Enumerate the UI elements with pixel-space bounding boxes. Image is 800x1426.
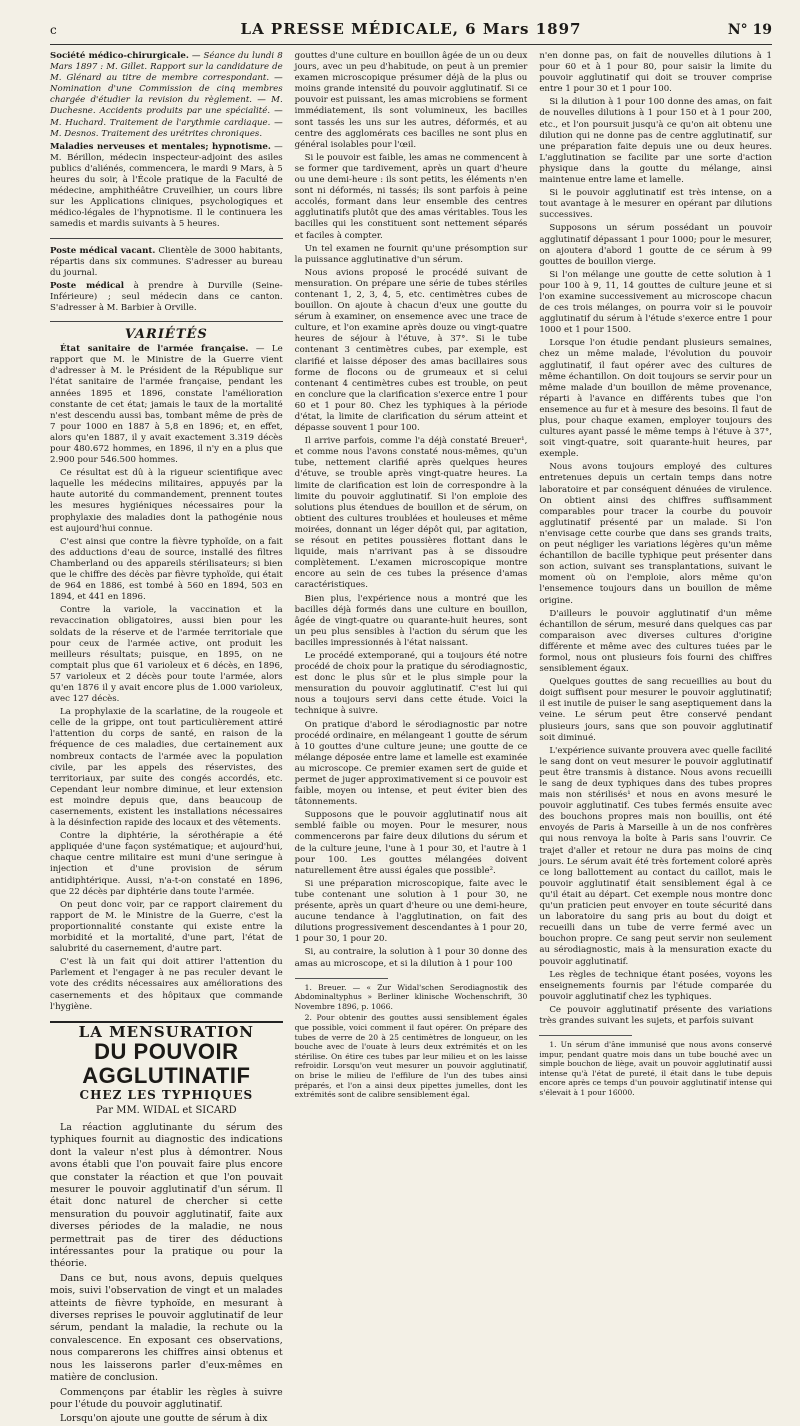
article-body [50, 1122, 283, 1426]
paragraph: La prophylaxie de la scarlatine, de la rougeole et celle de la grippe, ont tout particulièrement attiré l'attention du corps de santé, en raison de la fréquence de ces maladies, due certainement aux nombreux contacts de l'armée avec la population civile, par les appels des réservistes, des territoriaux, par suite des congés accordés, etc. Cependant leur nombre diminue, et leur extension est moindre depuis que, dans beaucoup de casernements, existent les installations nécessaires à la désinfection rapide des locaux et des vêtements. [50, 707, 283, 829]
paragraph: Bien plus, l'expérience nous a montré que les bacilles déjà formés dans une culture en bouillon, âgée de vingt-quatre ou quarante-huit heures, sont un peu plus sensibles à l'action du sérum que les bacilles impressionnés à l'état naissant. [294, 593, 528, 648]
paragraph: n'en donne pas, on fait de nouvelles dilutions à 1 pour 60 et à 1 pour 80, pour saisir la limite du pouvoir agglutinatif qui doit se trouver comprise entre 1 pour 30 et 1 pour 100. [539, 51, 773, 95]
paragraph: Si l'on mélange une goutte de cette solution à 1 pour 100 à 9, 11, 14 gouttes de culture jeune et si l'on examine successivement au microscope chacun de ces trois mélanges, on pourra voir si le pouvoir agglutinatif du sérum à l'étude s'exerce entre 1 pour 1000 et 1 pour 1500. [539, 269, 773, 336]
paragraph: C'est ainsi que contre la fièvre typhoïde, on a fait des adductions d'eau de source, installé des filtres Chamberland ou des appareils stérilisateurs; si bien que le chiffre des décès par fièvre typhoïde, qui était de 964 en 1886, est tombé à 560 en 1894, 503 en 1894, et 441 en 1896. [50, 536, 283, 603]
issue-number: N° 19 [727, 22, 772, 38]
paragraph: D'ailleurs le pouvoir agglutinatif d'un même échantillon de sérum, mesuré dans quelques cas par comparaison avec diverses cultures d'origine différente et même avec des cultures tuées par le formol, nous ont plusieurs fois fourni des chiffres sensiblement égaux. [539, 608, 773, 675]
footnote-rule [539, 1035, 632, 1036]
paragraph: Dans ce but, nous avons, depuis quelques mois, suivi l'observation de vingt et un malades atteints de fièvre typhoïde, en mesurant à diverses reprises le pouvoir agglutinatif de leur sérum, pendant la maladie, la rechute ou la convalescence. En exposant ces observations, nous comparerons les chiffres ainsi obtenus et nous les laisserons parler d'eux-mêmes en matière de conclusion. [50, 1272, 283, 1384]
paragraph: Si le pouvoir est faible, les amas ne commencent à se former que tardivement, après un quart d'heure ou une demi-heure : ils sont petits, les éléments n'en sont ni déformés, ni tassés; ils sont parfois à peine accolés, formant dans leur ensemble des centres agglutinatifs plutôt que des amas véritables. Tous les bacilles qui les constituent sont nettement séparés et faciles à compter. [294, 152, 528, 241]
paragraph: Le procédé extemporané, qui a toujours été notre procédé de choix pour la pratique du sérodiagnostic, est donc le plus sûr et le plus simple pour la mensuration du pouvoir agglutinatif. C'est lui qui nous a toujours servi dans cette étude. Voici la technique à suivre. [294, 650, 528, 717]
paragraph: Supposons un sérum possédant un pouvoir agglutinatif dépassant 1 pour 1000; pour le mesurer, on ajoutera d'abord 1 goutte de ce sérum à 99 gouttes de bouillon vierge. [539, 223, 773, 267]
paragraph: Nous avions proposé le procédé suivant de mensuration. On prépare une série de tubes stériles contenant 1, 2, 3, 4, 5, etc. centimètres cubes de bouillon. On ajoute à chacun d'eux une goutte du sérum à examiner, on ensemence avec une trace de culture, et l'on examine après douze ou vingt-quatre heures de séjour à l'étuve, à 37°. Si le tube contenant 3 centimètres cubes, par exemple, est clarifié et laisse déposer des amas bacillaires sous forme de flocons ou de grumeaux et si celui contenant 4 centimètres cubes est trouble, on peut en conclure que la clarification s'exerce entre 1 pour 60 et 1 pour 80. Chez les typhiques à la période d'état, la limite de clarification du sérum atteint et dépasse souvent 1 pour 100. [294, 267, 528, 434]
footnote: 1. Un sérum d'âne immunisé que nous avons conservé impur, pendant quatre mois dans un tube bouché avec un simple bouchon de liège, avait un pouvoir agglutinatif aussi intense qu'à l'état de pureté, il était dans le tube depuis encore après ce temps d'un pouvoir agglutinatif intense qui s'élevait à 1 pour 16000. [539, 1040, 773, 1098]
paragraph: Un tel examen ne fournit qu'une présomption sur la puissance agglutinative d'un sérum. [294, 243, 528, 265]
paragraph: Si la dilution à 1 pour 100 donne des amas, on fait de nouvelles dilutions à 1 pour 150 et à 1 pour 200, etc., et l'on poursuit jusqu'à ce qu'on ait obtenu une dilution qui ne donne pas de centre agglutinatif, sur une préparation faite depuis une ou deux heures. L'agglutination se facilite par une sorte d'action physique dans la goutte du mélange, ainsi maintenue entre lame et lamelle. [539, 97, 773, 186]
paragraph: Il arrive parfois, comme l'a déjà constaté Breuer¹, et comme nous l'avons constaté nous-mêmes, qu'un tube, nettement clarifié après quelques heures d'étuve, se trouble après vingt-quatre heures. La limite de clarification est loin de correspondre à la limite du pouvoir agglutinatif. Si l'on emploie des solutions plus étendues de bouillon et de sérum, on obtient des cultures troublées et houleuses et même moirées, donnant un léger dépôt qui, par agitation, se résout en petites poussières flottant dans le liquide, mais n'arrivant pas à se dissoudre complètement. L'examen microscopique montre encore au sein de ces tubes la présence d'amas caractéristiques. [294, 436, 528, 591]
news-item [50, 142, 283, 231]
column-2 [295, 51, 528, 1111]
footnote: 2. Pour obtenir des gouttes aussi sensiblement égales que possible, voici comment il faut opérer. On prépare des tubes de verre de 20 à 25 centimètres de longueur, on les bouche avec de l'ouate à leurs deux extrémités et on les stérilise. On étire ces tubes par leur milieu et on les laisse refroidir. Lorsqu'on veut mesurer un pouvoir agglutinatif, on brise le milieu de l'effilure de l'un des tubes ainsi préparés, et l'on a ainsi deux pipettes jumelles, dont les extrémités sont de calibre sensiblement égal. [294, 1013, 528, 1100]
paragraph: Commençons par établir les règles à suivre pour l'étude du pouvoir agglutinatif. [50, 1386, 283, 1410]
paragraph: Nous avons toujours employé des cultures entretenues depuis un certain temps dans notre laboratoire et par conséquent dénuées de virulence. On obtient ainsi des chiffres suffisamment comparables pour tracer la courbe du pouvoir agglutinatif présenté par un malade. Si l'on n'envisage cette courbe que dans ses grands traits, on peut négliger les variations légères qu'un même échantillon de bacille typhique peut présenter dans son action, suivant ses transplantations, suivant le moment où on l'emploie, alors même qu'on l'ensemence toujours dans un bouillon de même origine. [539, 462, 773, 606]
article-title-line3: CHEZ LES TYPHIQUES [79, 1087, 254, 1102]
news-text: — M. Bérillon, médecin inspecteur-adjoint des asiles publics d'aliénés, commencera, le mardi 9 Mars, à 5 heures du soir, à l'École pratique de la Faculté de médecine, amphithéâtre Cruveilhier, un cours libre sur les Applications cliniques, psychologiques et médico-légales de l'hypnotisme. Il le continuera les samedis et mardis suivants à 5 heures. [50, 141, 283, 230]
paragraph: Si une préparation microscopique, faite avec le tube contenant une solution à 1 pour 30, ne présente, après un quart d'heure ou une demi-heure, aucune tendance à l'agglutination, on fait des dilutions progressivement descendantes à 1 pour 20, 1 pour 30, 1 pour 20. [294, 878, 528, 945]
column-3 [539, 51, 772, 1111]
paragraph: Si le pouvoir agglutinatif est très intense, on a tout avantage à le mesurer en opérant par dilutions successives. [539, 188, 773, 221]
paragraph: Ce pouvoir agglutinatif présente des variations très grandes suivant les sujets, et parfois suivant [539, 1004, 773, 1026]
paragraph: Contre la variole, la vaccination et la revaccination obligatoires, aussi bien pour les soldats de la réserve et de l'armée territoriale que pour ceux de l'armée active, ont produit les meilleurs résultats; puisque, en 1895, on ne comptait plus que 61 varioleux et 6 décès, en 1896, 57 varioleux et 2 décès pour toute l'armée, alors qu'en 1876 il y avait encore plus de 1.000 varioleux, avec 127 décès. [50, 605, 283, 705]
text-columns [50, 51, 773, 1425]
paragraph: Supposons que le pouvoir agglutinatif nous ait semblé faible ou moyen. Pour le mesurer, nous commencerons par faire deux dilutions du sérum et de la culture jeune, l'une à 1 pour 30, et l'autre à 1 pour 100. Les gouttes mélangées doivent naturellement être aussi égales que possible². [294, 810, 528, 876]
footnote: 1. Breuer. — « Zur Widal'schen Serodiagnostik des Abdominaltyphus » Berliner klinische Wochenschrift, 30 Novembre 1896, p. 1066. [294, 982, 528, 1011]
paragraph: Lorsqu'on ajoute une goutte de sérum à dix [60, 1413, 268, 1425]
header-left-mark: c [50, 23, 57, 37]
paragraph: La réaction agglutinante du sérum des typhiques fournit au diagnostic des indications dont la valeur n'est plus à démontrer. Nous avons établi que l'on pouvait faire plus encore que constater la réaction et que l'on pouvait mesurer le pouvoir agglutinatif d'un sérum. Il était donc naturel de chercher si cette mensuration du pouvoir agglutinatif, faite aux diverses périodes de la maladie, ne nous permettrait pas de tirer des déductions intéressantes pour la pratique ou pour la théorie. [50, 1121, 283, 1270]
rubric-maladies: Maladies nerveuses et mentales; hypnotisme. [50, 141, 271, 152]
page-header [50, 20, 772, 45]
paragraph: On peut donc voir, par ce rapport clairement du rapport de M. le Ministre de la Guerre, c'est la proportionnalité constante qui existe entre la morbidité et la mortalité, d'une part, l'état de salubrité du casernement, d'autre part. [50, 899, 283, 955]
footnote-rule [295, 978, 388, 979]
paragraph: gouttes d'une culture en bouillon âgée de un ou deux jours, avec un peu d'habitude, on peut à un premier examen microscopique présumer déjà de la plus ou moins grande intensité du pouvoir agglutinatif. Si ce pouvoir est puissant, les amas microbiens se forment immédiatement, ils sont volumineux, les bacilles sont tassés les uns sur les autres, déformés, et au centre des agglomérats ces bacilles ne sont plus en général isolables pour l'œil. [294, 51, 528, 150]
paragraph [50, 344, 283, 466]
paragraph: Quelques gouttes de sang recueillies au bout du doigt suffisent pour mesurer le pouvoir agglutinatif; il est inutile de puiser le sang aseptiquement dans la veine. Le sérum peut être conservé pendant plusieurs jours, sans que son pouvoir agglutinatif soit diminué. [539, 677, 773, 743]
article-authors: Par MM. WIDAL et SICARD [96, 1104, 237, 1116]
paragraph: On pratique d'abord le sérodiagnostic par notre procédé ordinaire, en mélangeant 1 goutte de sérum à 10 gouttes d'une culture jeune; une goutte de ce mélange déposée entre lame et lamelle est examinée au microscope. Ce premier examen sert de guide et permet de juger approximativement si ce pouvoir est faible, moyen ou intense, et peut éviter bien des tâtonnements. [294, 719, 528, 808]
paragraph: Contre la diphtérie, la sérothérapie a été appliquée d'une façon systématique; et aujourd'hui, chaque centre militaire est muni d'une seringue à injection et d'une provision de sérum antidiphtérique. Aussi, n'a-t-on constaté en 1896, que 22 décès par diphtérie dans toute l'armée. [50, 831, 283, 897]
paragraph: Les règles de technique étant posées, voyons les enseignements fournis par l'étude comparée du pouvoir agglutinatif chez les typhiques. [539, 969, 773, 1002]
rubric-etat-sanitaire: État sanitaire de l'armée française. [60, 344, 249, 355]
rubric-societe: Société médico-chirurgicale. [50, 51, 189, 61]
paragraph: Si, au contraire, la solution à 1 pour 30 donne des amas au microscope, et si la dilution à 1 pour 100 [294, 947, 528, 969]
rubric-poste: Poste médical [50, 280, 125, 291]
news-text: — Séance du lundi 8 Mars 1897 : M. Gillet. Rapport sur la candidature de M. Glénard au titre de membre correspondant. — Nomination d'une Commission de cinq membres chargée d'étudier la revision du règlement. — M. Duchesne. Accidents produits par une spécialité. — M. Huchard. Traitement de l'arythmie cardiaque. — M. Desnos. Traitement des urétrites chroniques. [50, 51, 283, 139]
column-1 [50, 51, 283, 1425]
news-item [50, 281, 283, 314]
paragraph: Ce résultat est dû à la rigueur scientifique avec laquelle les médecins militaires, appuyés par la haute autorité du commandement, prennent toutes les mesures hygiéniques nécessaires pour la prophylaxie des maladies dont la pathogénie nous est aujourd'hui connue. [50, 468, 283, 534]
news-text: à prendre à Durville (Seine-Inférieure) ; seul médecin dans ce canton. S'adresser à M. Barbier à Orville. [50, 280, 283, 313]
paragraph: Lorsque l'on étudie pendant plusieurs semaines, chez un même malade, l'évolution du pouvoir agglutinatif, il faut opérer avec des cultures de même échantillon. On doit toujours se servir pour un même malade d'un bouillon de même provenance, réparti à l'avance en différents tubes que l'on ensemence au fur et à mesure des besoins. Il faut de plus, pour chaque examen, employer toujours des cultures ayant passé le même temps à l'étuve à 37°, soit vingt-quatre, soit quarante-huit heures, par exemple. [539, 338, 773, 460]
article-title-line1: LA MENSURATION [78, 1022, 254, 1041]
divider [50, 321, 283, 322]
paragraph: L'expérience suivante prouvera avec quelle facilité le sang dont on veut mesurer le pouvoir agglutinatif peut être transmis à distance. Nous avons recueilli le sang de deux typhiques dans des tubes propres mais non stérilisés¹ et nous en avons mesuré le pouvoir agglutinatif. Ces tubes fermés ensuite avec des bouchons propres mais non bouillis, ont été envoyés de Paris à Marseille à un de nos confrères qui nous renvoya la boîte à Paris sans l'ouvrir. Ce trajet d'aller et retour ne dura pas moins de cinq jours. Le sérum avait été très fortement coloré après ce long ballottement au contact du caillot, mais le pouvoir agglutinatif était sensiblement égal à ce qu'il était au départ. Cet exemple nous montre donc qu'un praticien peut envoyer en toute sécurité dans un laboratoire du sang pris au bout du doigt et recueilli dans un tube de verre fermé avec un bouchon propre. Ce sang peut servir non seulement au sérodiagnostic, mais à la mensuration exacte du pouvoir agglutinatif. [539, 745, 773, 967]
news-text: Clientèle de 3000 habitants, répartis dans six communes. S'adresser au bureau du journal. [50, 245, 283, 278]
section-title-varietes: VARIÉTÉS [124, 327, 208, 343]
article-title-line2: DU POUVOIR AGGLUTINATIF [82, 1038, 251, 1088]
rubric-poste-vacant: Poste médical vacant. [50, 245, 156, 256]
news-item [50, 51, 283, 140]
masthead-title: LA PRESSE MÉDICALE, 6 Mars 1897 [240, 20, 582, 38]
paragraph-text: — Le rapport que M. le Ministre de la Guerre vient d'adresser à M. le Président de la République sur l'état sanitaire de l'armée française, pendant les années 1895 et 1896, constate l'amélioration constante de cet état; jamais le taux de la mortalité n'est descendu aussi bas, tombant même de près de 7 pour 1000 en 1887 à 5,8 en 1896; et, en effet, alors qu'en 1887, il y avait exactement 3.319 décès pour 480.672 hommes, en 1896, il n'y en a plus que 2.900 pour 546.500 hommes. [50, 344, 283, 466]
paragraph: C'est là un fait qui doit attirer l'attention du Parlement et l'engager à ne pas reculer devant le vote des crédits nécessaires aux améliorations des casernements et des hôpitaux que commande l'hygiène. [50, 957, 283, 1012]
divider [50, 238, 283, 239]
news-item [50, 246, 283, 279]
